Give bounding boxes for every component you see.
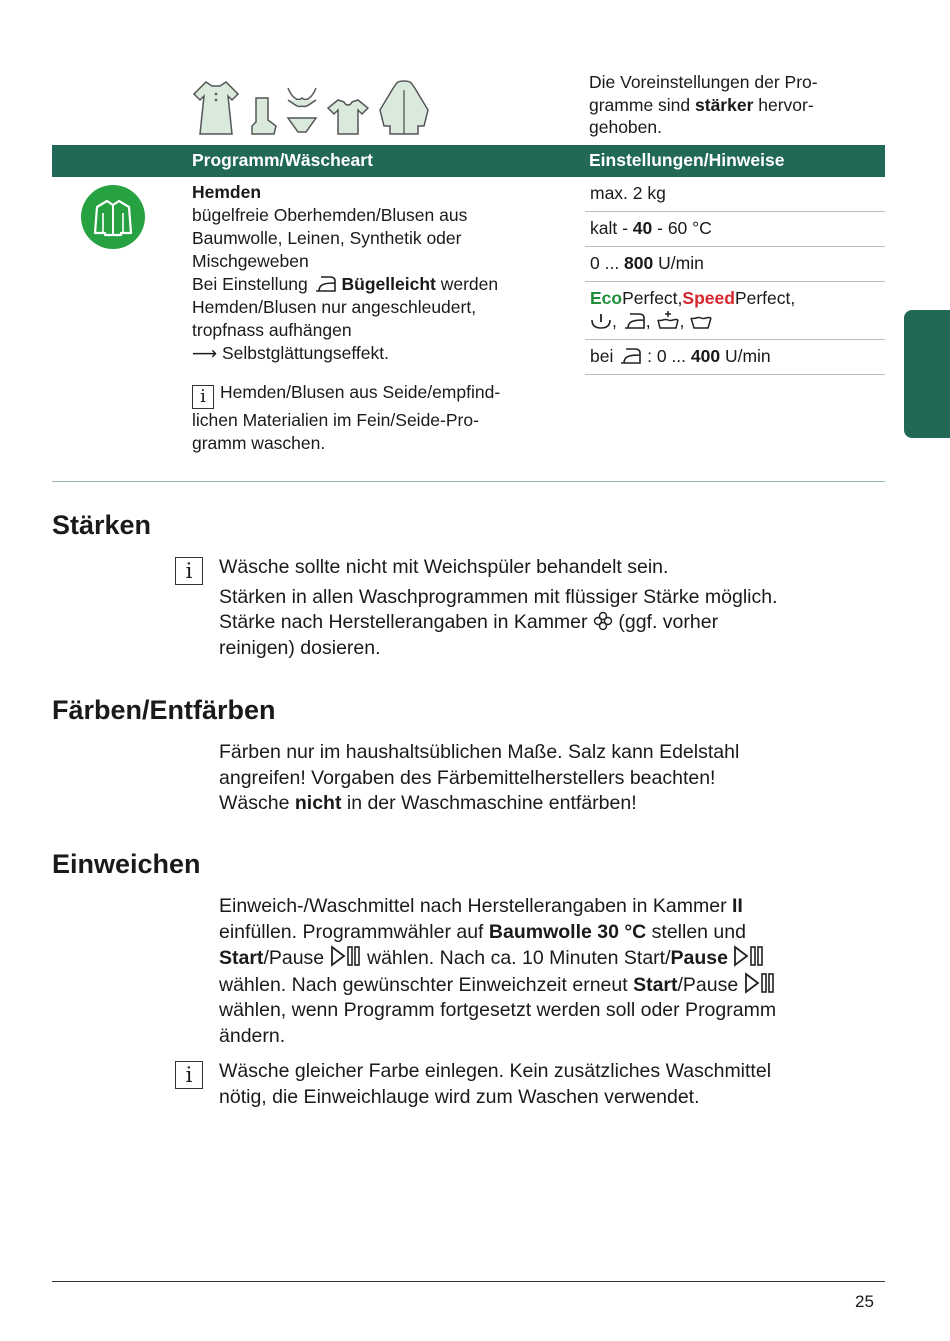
faerben-text: Färben nur im haushaltsüblichen Maße. Salz kann Edelstahl angreifen! Vorgaben des Färbemittelherstellers beachten! Wäsche nicht in der Waschmaschine entfärben! [219, 741, 740, 814]
heading-einweichen: Einweichen [52, 849, 201, 879]
info-icon: i [175, 1061, 203, 1089]
heading-staerken: Stärken [52, 510, 152, 540]
start-pause-icon [330, 945, 362, 967]
heading-faerben: Färben/Entfärben [52, 695, 276, 725]
chapter-tab [904, 310, 950, 438]
softener-flower-icon [593, 611, 613, 631]
stain-icon [590, 312, 612, 330]
info-icon: i [192, 385, 214, 409]
dress-icon [192, 80, 240, 136]
setting-temperature: kalt - 40 - 60 °C [585, 212, 885, 247]
column-header-settings: Einstellungen/Hinweise [589, 150, 785, 170]
column-header-program: Programm/Wäscheart [192, 150, 373, 170]
program-title: Hemden [192, 182, 262, 202]
setting-spin: 0 ... 800 U/min [585, 247, 885, 282]
arrow-icon: ⟶ [192, 343, 218, 363]
program-info-note: i Hemden/Blusen aus Seide/empfind- lichen Materialien im Fein/Seide-Pro- gramm waschen. [192, 382, 501, 453]
iron-icon [622, 312, 646, 330]
setting-load: max. 2 kg [585, 177, 885, 212]
preset-note: Die Voreinstellungen der Pro- gramme sind stärker hervor- gehoben. [589, 72, 818, 137]
setting-ironing-spin: bei : 0 ... 400 U/min [585, 340, 885, 375]
underwear-icon [284, 84, 320, 136]
footer-rule [52, 1281, 885, 1282]
jacket-icon [376, 80, 432, 136]
start-pause-icon [744, 972, 776, 994]
page-number: 25 [855, 1292, 874, 1311]
sock-icon [246, 96, 278, 136]
table-header [52, 145, 885, 177]
settings-column [585, 177, 885, 375]
iron-icon [313, 275, 337, 293]
tshirt-icon [326, 96, 370, 136]
section-divider [52, 481, 885, 482]
program-description: Hemden bügelfreie Oberhemden/Blusen aus Baumwolle, Leinen, Synthetik oder Mischgeweben Bei Einstellung Bügelleicht werden Hemden/Blusen nur angeschleudert, tropfnass aufhängen ⟶ Selbstglättungseffekt. [192, 181, 562, 365]
wash-tub-icon [689, 312, 713, 330]
rinse-plus-icon [656, 310, 680, 330]
shirt-program-icon [81, 185, 145, 249]
garment-icons [192, 74, 432, 136]
setting-options: EcoPerfect,SpeedPerfect, , , , [585, 282, 885, 340]
iron-icon [618, 347, 642, 365]
einweichen-info: Wäsche gleicher Farbe einlegen. Kein zusätzliches Waschmittel nötig, die Einweichlauge wird zum Waschen verwendet. [219, 1060, 772, 1108]
staerken-text: Wäsche sollte nicht mit Weichspüler behandelt sein. Stärken in allen Waschprogrammen mit flüssiger Stärke möglich. Stärke nach Herstellerangaben in Kammer (ggf. vorher reinigen) dosieren. [219, 556, 778, 659]
info-icon: i [175, 557, 203, 585]
einweichen-text: Einweich-/Waschmittel nach Herstellerangaben in Kammer II einfüllen. Programmwähler auf Baumwolle 30 °C stellen und Start/Pause wählen. Nach ca. 10 Minuten Start/Pause wählen. Nach gewünschter Einweichzeit erneut Start/Pause wählen, wenn Programm fortgesetzt werden soll oder Programm ändern. [219, 895, 777, 1047]
start-pause-icon [733, 945, 765, 967]
